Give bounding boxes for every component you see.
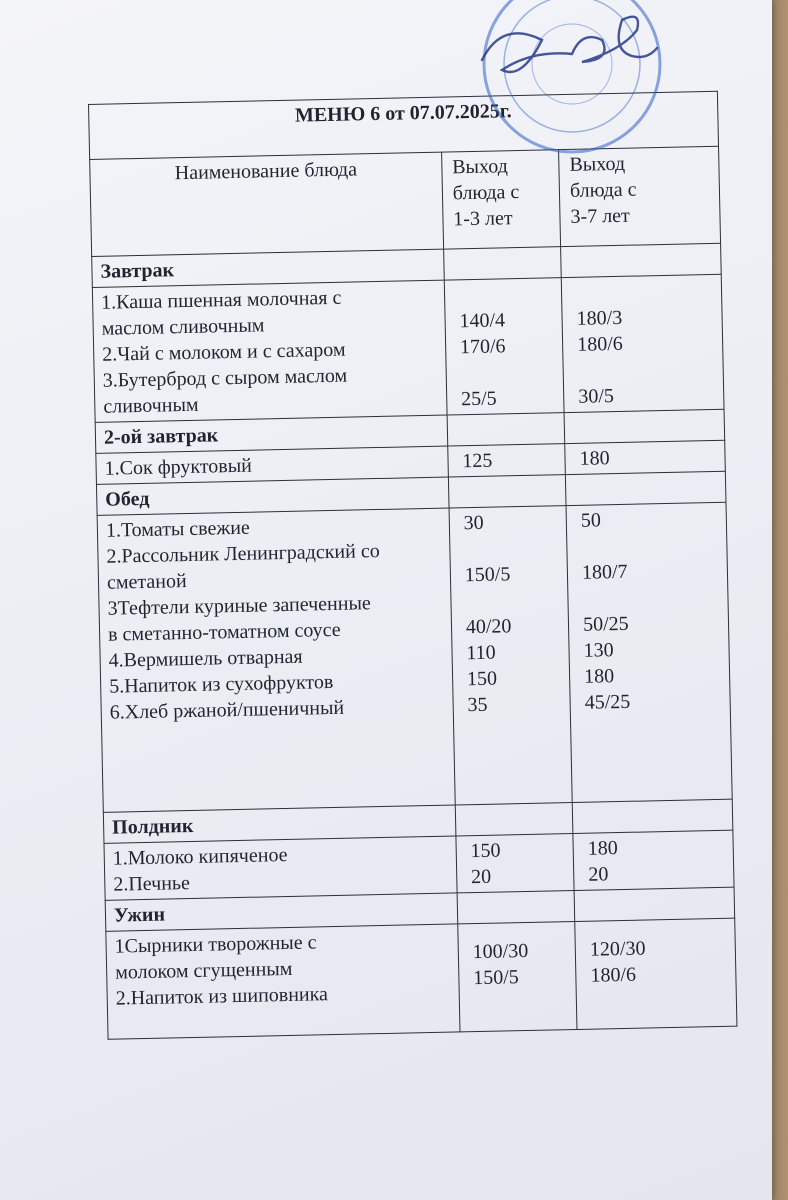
portion-1-3: 150 20 [456, 834, 574, 893]
section-label: Ужин [105, 893, 457, 931]
section-label: Завтрак [92, 249, 444, 287]
portion-3-7: 180 20 [573, 830, 734, 890]
portion-1-3: 125 [448, 444, 566, 477]
portion-1-3: 30 150/5 40/20 110 150 35 [449, 506, 572, 805]
dish-list: 1.Молоко кипяченое 2.Печнье [104, 836, 457, 900]
dish-list: 1.Томаты свежие 2.Рассольник Ленинградский со сметаной 3Тефтели куриные запеченные в сметанно-томатном соусе 4.Вермишель отварная 5.Напиток из сухофруктов 6.Хлеб ржаной/пшеничный [97, 508, 455, 812]
meal-row-breakfast [92, 274, 724, 422]
section-label: Обед [96, 477, 448, 515]
portion-3-7: 50 180/7 50/25 130 180 45/25 [566, 502, 732, 802]
meal-row-dinner [106, 918, 737, 1039]
meal-row-lunch [97, 502, 732, 812]
menu-title: МЕНЮ 6 от 07.07.2025г. [89, 91, 719, 159]
signature-icon [482, 17, 657, 72]
dish-list: 1Сырники творожные с молоком сгущенным 2.Напиток из шиповника [106, 924, 460, 1039]
dish-list: 1.Сок фруктовый [96, 446, 448, 484]
header-age-3-7: Выход блюда с 3-7 лет [559, 146, 721, 246]
portion-1-3: 140/4 170/6 25/5 [444, 278, 564, 415]
portion-1-3: 100/30 150/5 [458, 921, 578, 1031]
section-label: Полдник [103, 805, 455, 843]
menu-sheet [88, 91, 737, 1040]
menu-table [88, 91, 737, 1040]
portion-3-7: 180 [565, 440, 726, 474]
section-label: 2-ой завтрак [95, 415, 447, 453]
portion-3-7: 180/3 180/6 30/5 [561, 274, 724, 412]
official-stamp [462, 0, 662, 180]
header-age-1-3: Выход блюда с 1-3 лет [441, 150, 560, 249]
portion-3-7: 120/30 180/6 [575, 918, 737, 1029]
header-dish-name: Наименование блюда [90, 152, 444, 256]
dish-list: 1.Каша пшенная молочная с маслом сливочным 2.Чай с молоком и с сахаром 3.Бутерброд с сыром маслом сливочным [92, 280, 447, 422]
